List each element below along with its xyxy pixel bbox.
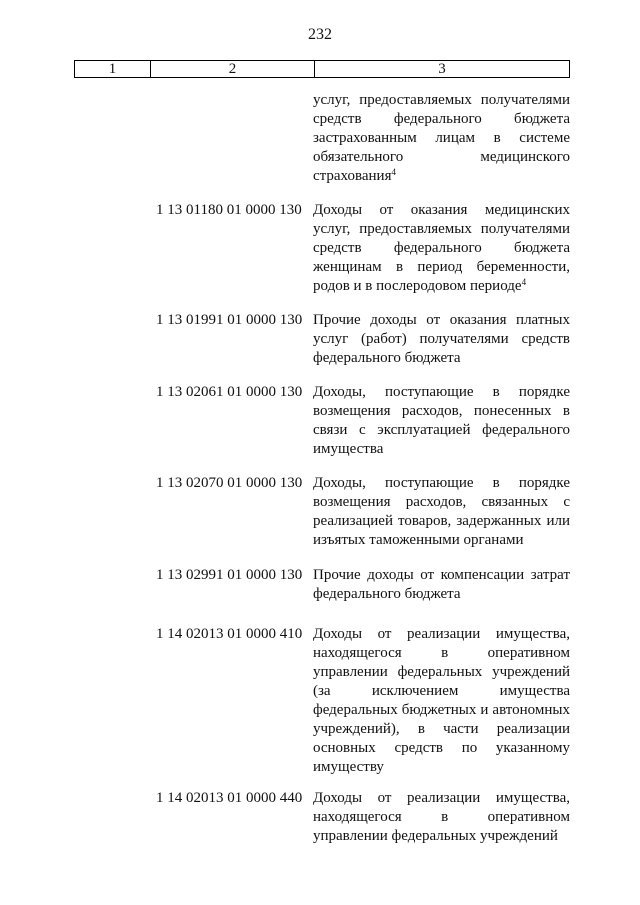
row-description: Доходы от реализации имущества, находящегося в оперативном управлении федеральных учреждений xyxy=(313,790,570,844)
row-code: 1 13 02991 01 0000 130 xyxy=(156,567,303,583)
row-description: Прочие доходы от компенсации затрат федерального бюджета xyxy=(313,567,570,602)
row-description: Доходы от реализации имущества, находящегося в оперативном управлении федеральных учреждений (за исключением имущества федеральных бюджетных и автономных учреждений), в части реализации основных средств по указанному имуществу xyxy=(313,626,570,775)
column-header-3: 3 xyxy=(438,60,446,77)
row-code: 1 14 02013 01 0000 440 xyxy=(156,790,303,806)
row-description: Доходы, поступающие в порядке возмещения расходов, понесенных в связи с эксплуатацией федерального имущества xyxy=(313,384,570,457)
row-code: 1 13 01991 01 0000 130 xyxy=(156,312,303,328)
table-header xyxy=(74,60,570,78)
page-number: 232 xyxy=(308,26,332,43)
footnote-ref: 4 xyxy=(521,277,527,287)
row-code: 1 13 01180 01 0000 130 xyxy=(156,202,302,218)
row-description: Доходы, поступающие в порядке возмещения расходов, связанных с реализацией товаров, задержанных или изъятых таможенными органами xyxy=(313,475,570,548)
row-description: Прочие доходы от оказания платных услуг (работ) получателями средств федерального бюджета xyxy=(313,312,570,366)
row-code: 1 13 02070 01 0000 130 xyxy=(156,475,303,491)
footnote-ref: 4 xyxy=(391,167,396,177)
row-description: услуг, предоставляемых получателями средств федерального бюджета застрахованным лицам в системе обязательного медицинского страхования$^4$ xyxy=(313,92,570,184)
row-code: 1 14 02013 01 0000 410 xyxy=(156,626,303,642)
row-code: 1 13 02061 01 0000 130 xyxy=(156,384,303,400)
column-header-2: 2 xyxy=(151,61,315,77)
row-description: Доходы от оказания медицинских услуг, предоставляемых получателями средств федерального бюджета женщинам в период беременности, родов и в послеродовом периоде$^4$ xyxy=(313,202,570,294)
column-header-1: 1 xyxy=(75,61,151,77)
